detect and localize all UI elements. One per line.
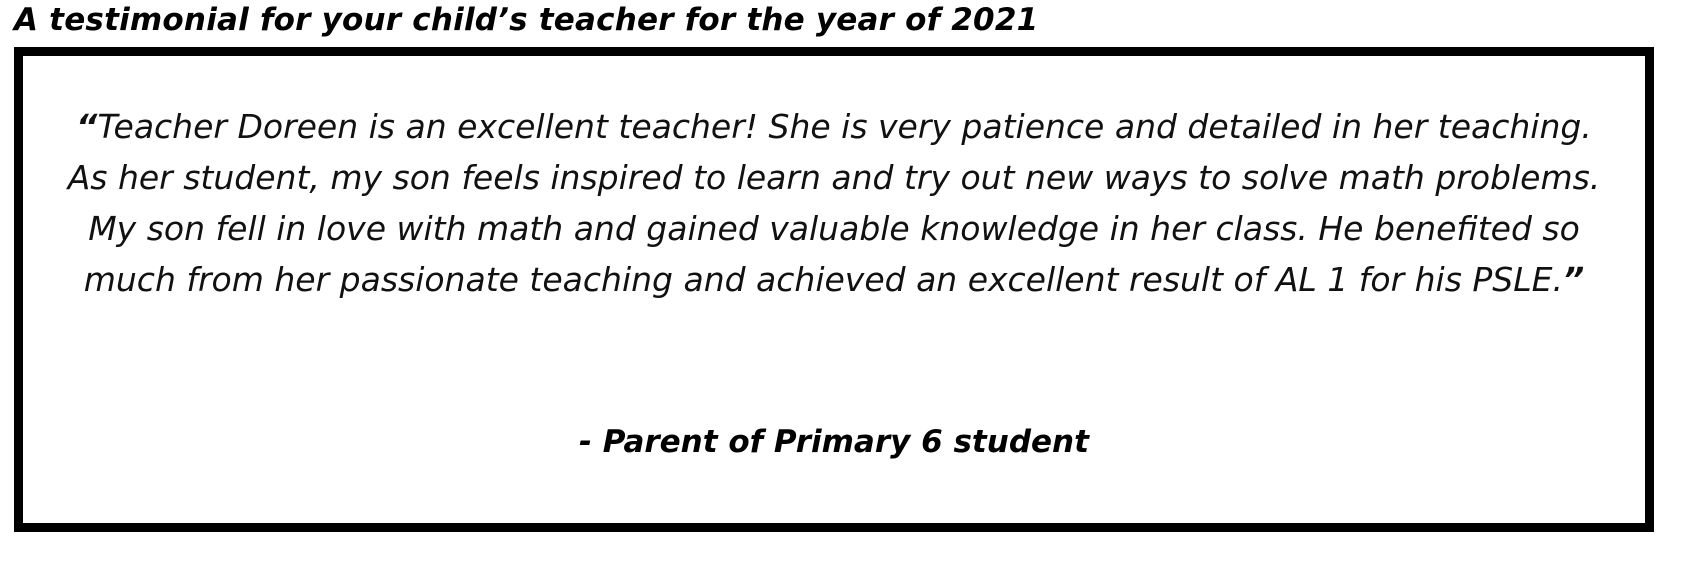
page-title: A testimonial for your child’s teacher for the year of 2021 bbox=[14, 2, 1039, 38]
opening-quote-mark: “ bbox=[76, 107, 98, 146]
testimonial-box bbox=[14, 47, 1654, 532]
testimonial-text: Teacher Doreen is an excellent teacher! She is very patience and detailed in her teaching. As her student, my son feels inspired to learn and try out new ways to solve math problems. My son fell in love with math and gained valuable knowledge in her class. He benefited so much from her passionate teaching and achieved an excellent result of AL 1 for his PSLE. bbox=[67, 107, 1601, 299]
testimonial-quote bbox=[63, 101, 1605, 305]
closing-quote-mark: ” bbox=[1562, 260, 1585, 299]
testimonial-attribution: - Parent of Primary 6 student bbox=[579, 424, 1089, 460]
